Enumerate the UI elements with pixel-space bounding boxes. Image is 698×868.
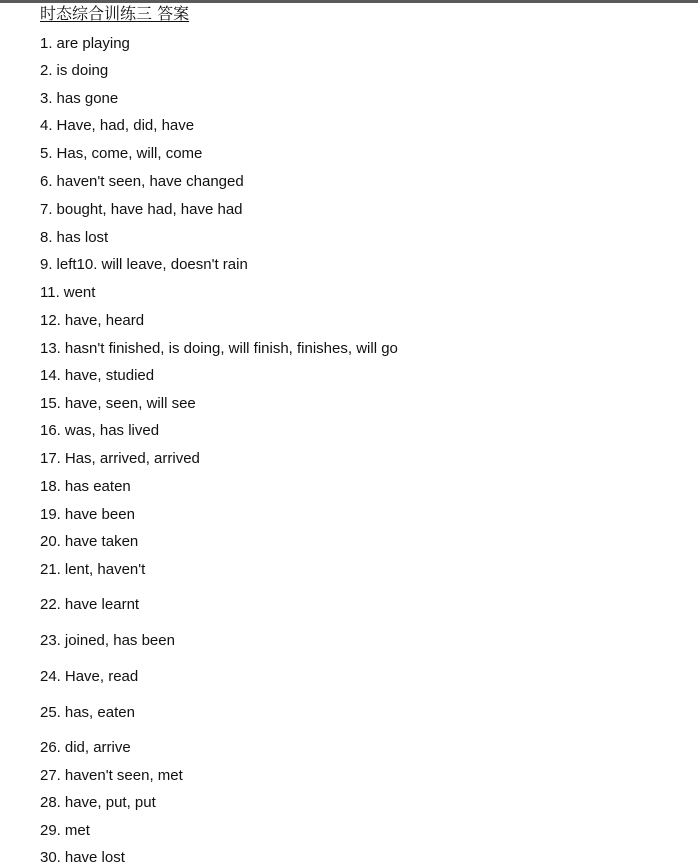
- answer-item: [40, 704, 135, 722]
- page-title: 时态综合训练三 答案: [40, 4, 190, 23]
- answer-item: [40, 35, 130, 53]
- answer-text: has, eaten: [64, 704, 135, 721]
- answer-text: are playing: [56, 35, 130, 52]
- question-number: 4.: [40, 117, 53, 134]
- question-number: 5.: [40, 145, 53, 162]
- answer-item: [40, 422, 159, 440]
- answer-item: [40, 117, 194, 135]
- answer-text: have learnt: [64, 596, 140, 613]
- question-number: 26.: [40, 739, 61, 756]
- question-number: 11.: [40, 284, 60, 301]
- question-number: 23.: [40, 632, 61, 649]
- answer-item: [40, 340, 398, 358]
- answer-item: [40, 596, 139, 614]
- answer-text: have lost: [64, 849, 125, 866]
- answer-text: haven't seen, have changed: [56, 173, 244, 190]
- question-number: 15.: [40, 395, 61, 412]
- answer-text: have, seen, will see: [64, 395, 196, 412]
- answer-item: [40, 450, 200, 468]
- question-number: 16.: [40, 422, 61, 439]
- answer-text: hasn't finished, is doing, will finish, finishes, will go: [64, 340, 398, 357]
- question-number: 28.: [40, 794, 61, 811]
- answer-item: [40, 229, 108, 247]
- answer-item: [40, 312, 144, 330]
- answer-item: [40, 849, 125, 867]
- question-number: 29.: [40, 822, 61, 839]
- answer-item: [40, 794, 156, 812]
- answer-text: left10. will leave, doesn't rain: [56, 256, 248, 273]
- question-number: 8.: [40, 229, 53, 246]
- answer-text: Has, arrived, arrived: [64, 450, 200, 467]
- answer-text: have been: [64, 506, 135, 523]
- answer-item: [40, 284, 95, 302]
- answer-item: [40, 201, 243, 219]
- question-number: 7.: [40, 201, 53, 218]
- answer-text: did, arrive: [64, 739, 131, 756]
- answer-item: [40, 367, 154, 385]
- question-number: 24.: [40, 668, 61, 685]
- answer-item: [40, 668, 138, 686]
- question-number: 6.: [40, 173, 53, 190]
- answer-text: has eaten: [64, 478, 131, 495]
- answer-text: has lost: [56, 229, 109, 246]
- question-number: 14.: [40, 367, 61, 384]
- question-number: 9.: [40, 256, 53, 273]
- answer-text: went: [63, 284, 96, 301]
- answer-item: [40, 62, 108, 80]
- question-number: 1.: [40, 35, 53, 52]
- question-number: 25.: [40, 704, 61, 721]
- answer-item: [40, 533, 138, 551]
- answer-item: [40, 478, 131, 496]
- answer-text: has gone: [56, 90, 119, 107]
- answer-item: [40, 90, 118, 108]
- answer-item: [40, 739, 131, 757]
- question-number: 3.: [40, 90, 53, 107]
- question-number: 21.: [40, 561, 61, 578]
- answer-text: have, studied: [64, 367, 155, 384]
- answer-item: [40, 145, 202, 163]
- question-number: 12.: [40, 312, 61, 329]
- answer-text: lent, haven't: [64, 561, 146, 578]
- question-number: 2.: [40, 62, 53, 79]
- answer-text: haven't seen, met: [64, 767, 183, 784]
- answer-text: was, has lived: [64, 422, 160, 439]
- answer-item: [40, 632, 175, 650]
- question-number: 18.: [40, 478, 61, 495]
- answer-text: Has, come, will, come: [56, 145, 203, 162]
- answer-text: bought, have had, have had: [56, 201, 243, 218]
- answer-item: [40, 256, 248, 274]
- answer-item: [40, 561, 145, 579]
- answer-item: [40, 506, 135, 524]
- question-number: 19.: [40, 506, 61, 523]
- answer-item: [40, 767, 183, 785]
- answer-item: [40, 822, 90, 840]
- answer-text: met: [64, 822, 90, 839]
- answer-text: have taken: [64, 533, 139, 550]
- answer-text: have, heard: [64, 312, 145, 329]
- question-number: 22.: [40, 596, 61, 613]
- answer-text: have, put, put: [64, 794, 156, 811]
- question-number: 20.: [40, 533, 61, 550]
- question-number: 30.: [40, 849, 61, 866]
- question-number: 17.: [40, 450, 61, 467]
- answer-item: [40, 173, 244, 191]
- answer-text: is doing: [56, 62, 109, 79]
- question-number: 27.: [40, 767, 61, 784]
- answer-text: Have, read: [64, 668, 139, 685]
- answer-item: [40, 395, 196, 413]
- top-rule: [0, 0, 698, 3]
- answer-text: joined, has been: [64, 632, 175, 649]
- question-number: 13.: [40, 340, 61, 357]
- answer-text: Have, had, did, have: [56, 117, 195, 134]
